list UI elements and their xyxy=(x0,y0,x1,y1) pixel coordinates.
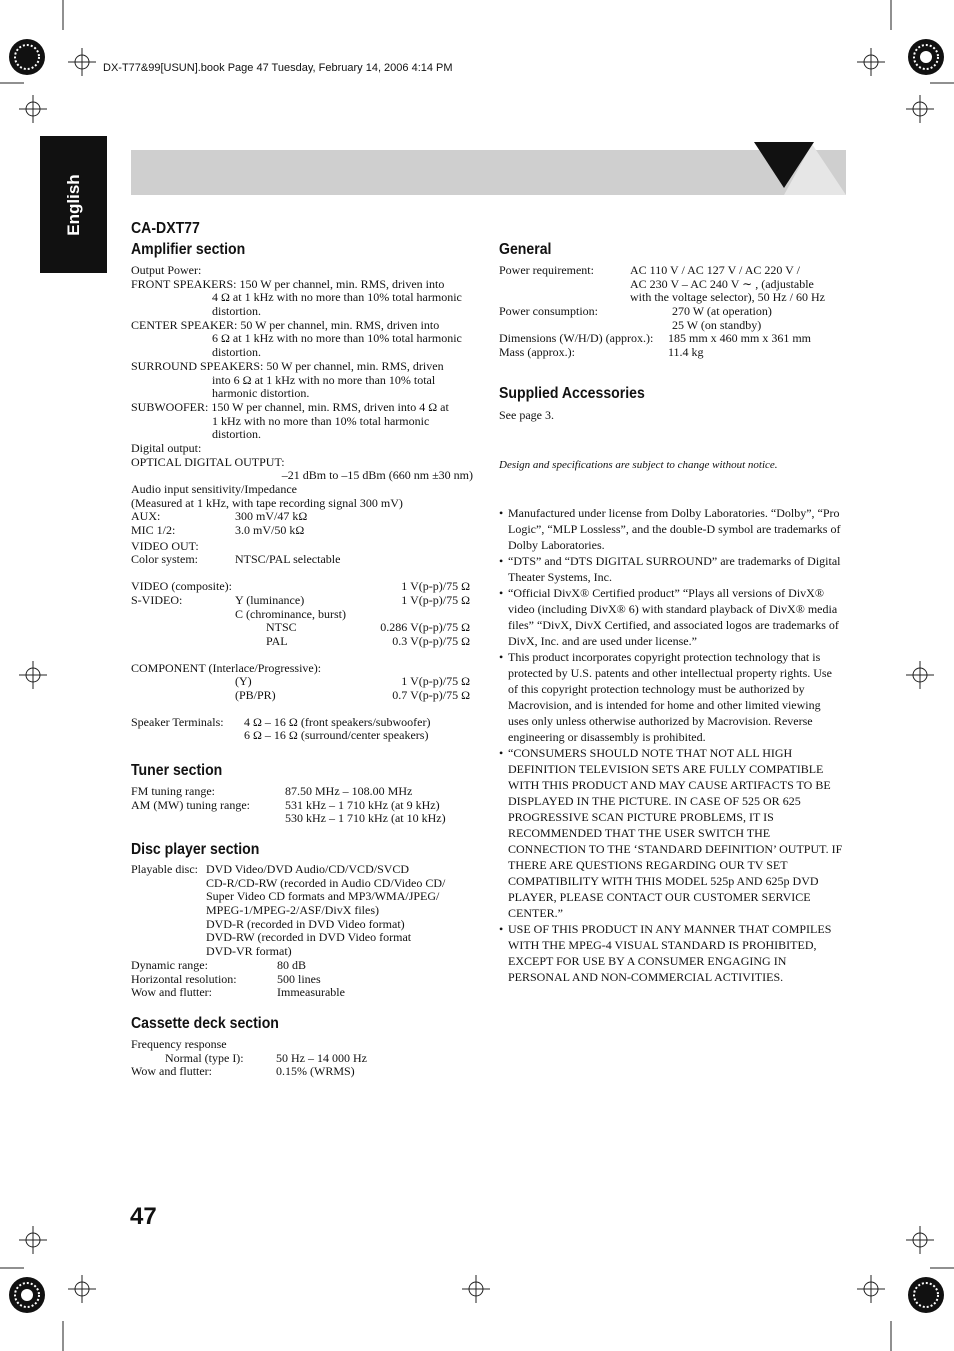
luminance-label: Y (luminance) xyxy=(235,592,305,607)
component-label: COMPONENT (Interlace/Progressive): xyxy=(131,660,322,675)
surround-speakers-spec: SURROUND SPEAKERS: 50 W per channel, min. RMS, driven xyxy=(131,358,444,373)
amplifier-specs xyxy=(131,264,476,743)
general-specs xyxy=(499,264,844,360)
front-speakers-spec: FRONT SPEAKERS: 150 W per channel, min. RMS, driven into xyxy=(131,276,445,291)
legal-item: • Manufactured under license from Dolby Laboratories. “Dolby”, “Pro Logic”, “MLP Lossless”, and the double-D symbol are trademarks of Dolby Laboratories. xyxy=(499,505,844,553)
mic-label: MIC 1/2: xyxy=(131,523,176,538)
optical-output-label: OPTICAL DIGITAL OUTPUT: xyxy=(131,454,285,469)
output-power-label: Output Power: xyxy=(131,263,202,277)
ntsc-label: NTSC xyxy=(266,620,297,635)
cassette-wow-label: Wow and flutter: xyxy=(131,1064,213,1079)
dimensions-value: 185 mm x 460 mm x 361 mm xyxy=(668,331,812,346)
mic-value: 3.0 mV/50 kΩ xyxy=(235,523,305,538)
amplifier-heading: Amplifier section xyxy=(131,241,246,258)
legal-item: • “Official DivX® Certified product” “Plays all versions of DivX® video (including DivX® 6) with standard playback of DivX® media files” “DivX, DivX Certified, and associated logos are trademarks of DivX, Inc. and are used under license.” xyxy=(499,585,844,649)
cassette-heading: Cassette deck section xyxy=(131,1015,279,1032)
disc-player-heading: Disc player section xyxy=(131,841,260,858)
spec-line: DVD-VR format) xyxy=(206,944,292,959)
spec-line: DVD-R (recorded in DVD Video format) xyxy=(206,916,405,931)
optical-output-value: –21 dBm to –15 dBm (660 nm ±30 nm) xyxy=(281,468,473,483)
video-composite-value: 1 V(p-p)/75 Ω xyxy=(401,579,470,594)
frequency-response-label: Frequency response xyxy=(131,1037,227,1051)
color-system-value: NTSC/PAL selectable xyxy=(235,552,341,567)
center-speaker-spec: CENTER SPEAKER: 50 W per channel, min. RMS, driven into xyxy=(131,317,440,332)
accessories-text: See page 3. xyxy=(499,408,554,422)
s-video-label: S-VIDEO: xyxy=(131,592,183,607)
fm-range-label: FM tuning range: xyxy=(131,784,215,798)
audio-input-label: Audio input sensitivity/Impedance xyxy=(131,482,297,496)
mass-label: Mass (approx.): xyxy=(499,345,575,360)
speaker-terminals-label: Speaker Terminals: xyxy=(131,714,224,729)
general-heading: General xyxy=(499,241,552,258)
normal-type-value: 50 Hz – 14 000 Hz xyxy=(276,1050,367,1065)
book-header-info: DX-T77&99[USUN].book Page 47 Tuesday, February 14, 2006 4:14 PM xyxy=(103,62,453,74)
voltage-range: AC 230 V – AC 240 V xyxy=(630,276,740,291)
spec-line: DVD-RW (recorded in DVD Video format xyxy=(206,930,412,945)
spec-line: distortion. xyxy=(212,304,262,319)
subwoofer-spec: SUBWOOFER: 150 W per channel, min. RMS, driven into 4 Ω at xyxy=(131,399,449,414)
video-composite-label: VIDEO (composite): xyxy=(131,579,232,594)
measured-note: (Measured at 1 kHz, with tape recording signal 300 mV) xyxy=(131,495,403,510)
tuner-specs xyxy=(131,785,476,826)
spec-change-notice: Design and specifications are subject to change without notice. xyxy=(499,459,778,471)
normal-type-label: Normal (type I): xyxy=(165,1050,244,1065)
dynamic-range-value: 80 dB xyxy=(277,957,307,972)
accessories-heading: Supplied Accessories xyxy=(499,385,645,402)
voltage-note: , (adjustable xyxy=(755,276,814,291)
section-banner xyxy=(131,150,846,195)
disc-player-specs xyxy=(131,863,476,1000)
model-heading: CA-DXT77 xyxy=(131,220,200,237)
luminance-value: 1 V(p-p)/75 Ω xyxy=(401,592,470,607)
dynamic-range-label: Dynamic range: xyxy=(131,957,208,972)
page-number: 47 xyxy=(130,1203,157,1230)
spec-line: distortion. xyxy=(212,427,262,442)
power-consumption-value-2: 25 W (on standby) xyxy=(672,317,762,332)
digital-output-label: Digital output: xyxy=(131,440,202,455)
dimensions-label: Dimensions (W/H/D) (approx.): xyxy=(499,331,654,346)
spec-line: MPEG-1/MPEG-2/ASF/DivX files) xyxy=(206,903,380,918)
legal-item: • USE OF THIS PRODUCT IN ANY MANNER THAT COMPILES WITH THE MPEG-4 VISUAL STANDARD IS PROHIBITED, EXCEPT FOR USE BY A CONSUMER ENGAGING IN PERSONAL AND NON-COMMERCIAL ACTIVITIES. xyxy=(499,921,844,985)
spec-line: distortion. xyxy=(212,345,262,360)
spec-line: 1 kHz with no more than 10% total harmonic xyxy=(212,413,430,428)
speaker-terminals-value-2: 6 Ω – 16 Ω (surround/center speakers) xyxy=(244,728,429,743)
cassette-specs xyxy=(131,1038,476,1079)
color-system-label: Color system: xyxy=(131,552,199,567)
video-out-label: VIDEO OUT: xyxy=(131,538,199,553)
legal-item: • “DTS” and “DTS DIGITAL SURROUND” are trademarks of Digital Theater Systems, Inc. xyxy=(499,553,844,585)
legal-item: • This product incorporates copyright protection technology that is protected by U.S. patents and other intellectual property rights. Use of this copyright protection technology must be authorized by Macrovision, and is intended for home and other limited viewing uses only unless otherwise authorized by Macrovision. Reverse engineering or disassembly is prohibited. xyxy=(499,649,844,745)
chrominance-label: C (chrominance, burst) xyxy=(235,606,346,621)
spec-line: harmonic distortion. xyxy=(212,386,310,401)
ac-wave-icon: ∼ xyxy=(742,276,753,291)
playable-disc-label: Playable disc: xyxy=(131,862,198,876)
aux-label: AUX: xyxy=(131,509,161,524)
power-requirement-value: AC 110 V / AC 127 V / AC 220 V / xyxy=(630,263,800,277)
ntsc-value: 0.286 V(p-p)/75 Ω xyxy=(380,620,470,635)
disc-wow-value: Immeasurable xyxy=(277,985,345,1000)
pal-label: PAL xyxy=(266,633,288,648)
spec-line: Super Video CD formats and MP3/WMA/JPEG/ xyxy=(206,889,440,904)
cassette-wow-value: 0.15% (WRMS) xyxy=(276,1064,355,1079)
mass-value: 11.4 kg xyxy=(668,345,704,360)
playable-disc-value: DVD Video/DVD Audio/CD/VCD/SVCD xyxy=(206,862,410,876)
am-range-value-1: 531 kHz – 1 710 kHz (at 9 kHz) xyxy=(285,797,440,812)
speaker-terminals-value-1: 4 Ω – 16 Ω (front speakers/subwoofer) xyxy=(244,714,431,729)
horizontal-resolution-value: 500 lines xyxy=(277,971,321,986)
horizontal-resolution-label: Horizontal resolution: xyxy=(131,971,237,986)
spec-line: CD-R/CD-RW (recorded in Audio CD/Video CD/ xyxy=(206,875,446,890)
banner-triangle-icon xyxy=(754,142,848,196)
tuner-heading: Tuner section xyxy=(131,762,223,779)
pal-value: 0.3 V(p-p)/75 Ω xyxy=(392,633,470,648)
component-pbpr-label: (PB/PR) xyxy=(235,687,276,702)
spec-line: into 6 Ω at 1 kHz with no more than 10% total xyxy=(212,372,436,387)
legal-notices xyxy=(499,505,844,985)
legal-item: • “CONSUMERS SHOULD NOTE THAT NOT ALL HIGH DEFINITION TELEVISION SETS ARE FULLY COMPATIBLE WITH THIS PRODUCT AND MAY CAUSE ARTIFACTS TO BE DISPLAYED IN THE PICTURE. IN CASE OF 525 OR 625 PROGRESSIVE SCAN PICTURE PROBLEMS, IT IS RECOMMENDED THAT THE USER SWITCH THE CONNECTION TO THE ‘STANDARD DEFINITION’ OUTPUT. IF THERE ARE QUESTIONS REGARDING OUR TV SET COMPATIBILITY WITH THIS MODEL 525p AND 625p DVD PLAYER, PLEASE CONTACT OUR CUSTOMER SERVICE CENTER.” xyxy=(499,745,844,921)
power-consumption-value-1: 270 W (at operation) xyxy=(672,304,772,319)
language-tab-label: English xyxy=(63,173,83,236)
aux-value: 300 mV/47 kΩ xyxy=(235,509,308,524)
language-tab xyxy=(40,136,107,273)
power-requirement-label: Power requirement: xyxy=(499,263,594,277)
power-consumption-label: Power consumption: xyxy=(499,304,598,319)
am-range-value-2: 530 kHz – 1 710 kHz (at 10 kHz) xyxy=(285,811,446,826)
disc-wow-label: Wow and flutter: xyxy=(131,985,213,1000)
spec-line: 6 Ω at 1 kHz with no more than 10% total harmonic xyxy=(212,331,462,346)
component-y-value: 1 V(p-p)/75 Ω xyxy=(401,674,470,689)
component-y-label: (Y) xyxy=(235,674,252,689)
am-range-label: AM (MW) tuning range: xyxy=(131,797,250,812)
component-pbpr-value: 0.7 V(p-p)/75 Ω xyxy=(392,687,470,702)
fm-range-value: 87.50 MHz – 108.00 MHz xyxy=(285,784,413,798)
spec-line: 4 Ω at 1 kHz with no more than 10% total harmonic xyxy=(212,290,462,305)
spec-line: with the voltage selector), 50 Hz / 60 Hz xyxy=(630,290,825,305)
